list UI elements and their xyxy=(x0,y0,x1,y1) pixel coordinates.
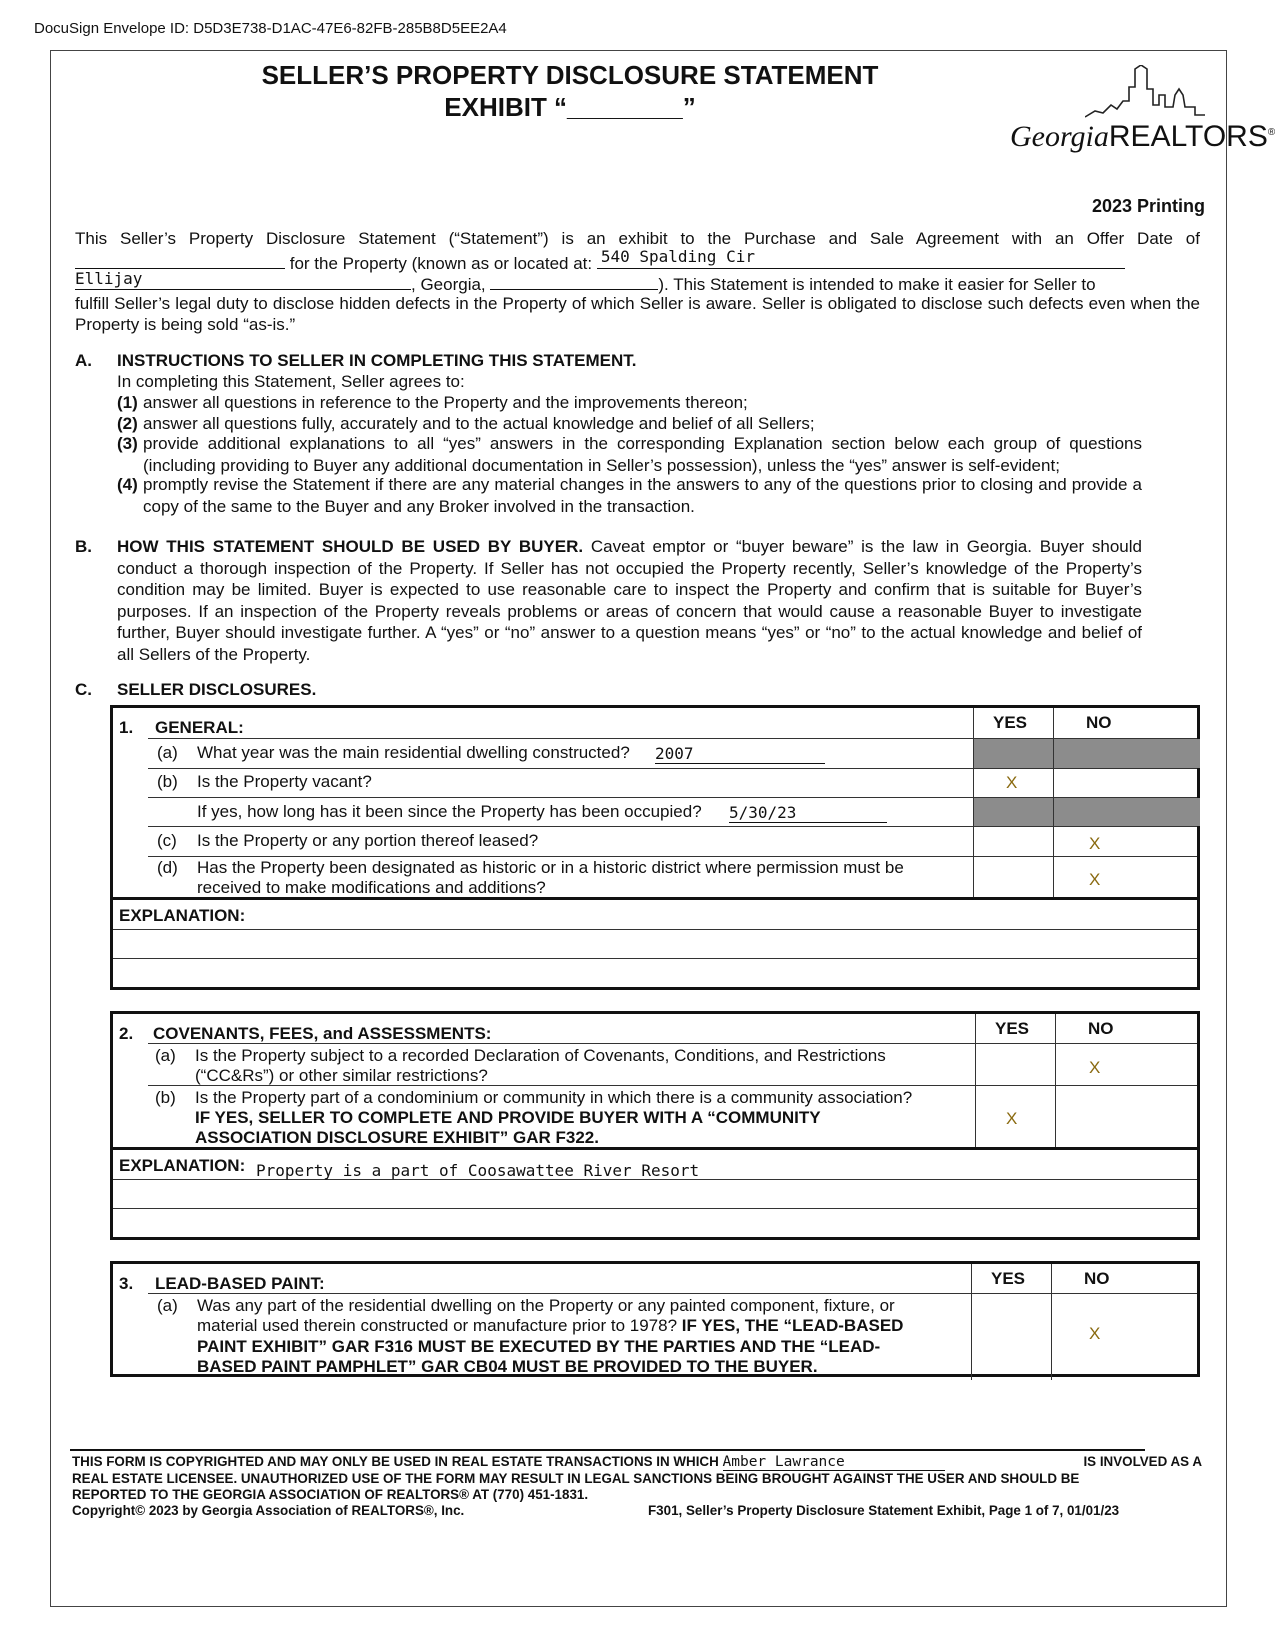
general-explanation-label: EXPLANATION: xyxy=(119,906,246,925)
instruction-2: (2) answer all questions fully, accurately and to the actual knowledge and belief of all Sellers; xyxy=(117,414,815,433)
instruction-1: (1) answer all questions in reference to the Property and the improvements thereon; xyxy=(117,393,748,412)
general-box: YES NO 1. GENERAL: (a) What year was the main residential dwelling constructed? 2007 (b) Is the Property vacant? X If yes, how long has it been since the Property has been occupied? 5/30/23 (c) Is the Property or any portion thereof leased? X (d) Has the Property been designated as historic or in a historic district where permission must be received to make modifications and additions? X EXPLANATION: xyxy=(110,705,1200,990)
occupied-date-field[interactable]: 5/30/23 xyxy=(729,802,887,823)
instruction-4: (4) promptly revise the Statement if there are any material changes in the answers to any of the questions prior to closing and provide a copy of the same to the Buyer and any Broker involved in the transaction. xyxy=(117,475,1142,516)
section-b-letter: B. xyxy=(75,537,92,556)
envelope-id: DocuSign Envelope ID: D5D3E738-D1AC-47E6-82FB-285B8D5EE2A4 xyxy=(34,20,507,37)
skyline-icon xyxy=(1085,65,1205,120)
georgia-realtors-logo: GeorgiaREALTORS® xyxy=(1010,65,1220,165)
vacant-yes-check[interactable]: X xyxy=(1006,773,1018,792)
covenants-box: YES NO 2. COVENANTS, FEES, and ASSESSMENTS: (a) Is the Property subject to a recorded Declaration of Covenants, Conditions, and Restrictions (“CC&Rs”) or other similar restrictions? X (b) Is the Property part of a condominium or community in which there is a community association? IF YES, SELLER TO COMPLETE AND PROVIDE BUYER WITH A “COMMUNITY ASSOCIATION DISCLOSURE EXHIBIT” GAR F322. X EXPLANATION: Property is a part of Coosawattee River Resort xyxy=(110,1011,1200,1240)
section-c-heading: SELLER DISCLOSURES. xyxy=(117,680,317,699)
year-built-field[interactable]: 2007 xyxy=(655,743,825,764)
leased-no-check[interactable]: X xyxy=(1089,834,1101,853)
general-heading: GENERAL: xyxy=(155,718,244,737)
lead-heading: LEAD-BASED PAINT: xyxy=(155,1274,325,1293)
lead-paint-box: YES NO 3. LEAD-BASED PAINT: (a) Was any part of the residential dwelling on the Property or any painted component, fixture, or material used therein constructed or manufacture prior to 1978? IF YES, THE “LEAD-BASED PAINT EXHIBIT” GAR F316 MUST BE EXECUTED BY THE PARTIES AND THE “LEAD- BASED PAINT PAMPHLET” GAR CB04 MUST BE PROVIDED TO THE BUYER. X xyxy=(110,1261,1200,1377)
section-a-letter: A. xyxy=(75,351,92,370)
property-address-field[interactable]: 540 Spalding Cir xyxy=(597,250,1125,269)
covenants-explanation-text[interactable]: Property is a part of Coosawattee River Resort xyxy=(256,1161,700,1180)
community-yes-check[interactable]: X xyxy=(1006,1109,1018,1128)
zip-field[interactable] xyxy=(490,271,658,290)
lead-paint-no-check[interactable]: X xyxy=(1089,1324,1101,1343)
historic-no-check[interactable]: X xyxy=(1089,870,1101,889)
city-field[interactable]: Ellijay xyxy=(75,271,411,290)
offer-date-field[interactable] xyxy=(75,250,285,269)
instruction-3: (3) provide additional explanations to all “yes” answers in the corresponding Explanation section below each group of questions (including providing to Buyer any additional documentation in Seller’s possession), unless the “yes” answer is self-evident; xyxy=(117,434,1142,475)
yes-header: YES xyxy=(993,713,1028,732)
section-c-letter: C. xyxy=(75,680,92,699)
intro-paragraph: This Seller’s Property Disclosure Statement (“Statement”) is an exhibit to the Purchase and Sale Agreement with an Offer Date of for the Property (known as or located at: 540 Spalding Cir Ellijay , Georgia, ). This Statement is intended to make it easier for Seller to fulfill Seller’s legal duty to disclose hidden defects in the Property of which Seller is aware. Seller is obligated to disclose such defects even when the Property is being sold “as-is.” xyxy=(75,229,1200,334)
covenants-heading: COVENANTS, FEES, and ASSESSMENTS: xyxy=(153,1024,492,1043)
document-title: SELLER’S PROPERTY DISCLOSURE STATEMENT xyxy=(261,60,879,90)
printing-year: 2023 Printing xyxy=(1091,196,1205,216)
section-a-heading: INSTRUCTIONS TO SELLER IN COMPLETING THIS STATEMENT. xyxy=(117,351,637,370)
footer-rule xyxy=(70,1449,1145,1451)
section-b-paragraph: HOW THIS STATEMENT SHOULD BE USED BY BUYER. Caveat emptor or “buyer beware” is the law in Georgia. Buyer should conduct a thorough inspection of the Property. If Seller has not occupied the Property recently, Seller’s knowledge of the Property’s condition may be limited. Buyer is expected to use reasonable care to inspect the Property and confirm that is suitable for Buyer’s purposes. If an inspection of the Property reveals problems or areas of concern that would cause a reasonable Buyer to investigate further, Buyer should investigate further. A “yes” or “no” answer to a question means “yes” or “no” to the actual knowledge and belief of all Sellers of the Property. xyxy=(117,537,1142,664)
footer: THIS FORM IS COPYRIGHTED AND MAY ONLY BE USED IN REAL ESTATE TRANSACTIONS IN WHICH Amber Lawrance IS INVOLVED AS A REAL ESTATE LICENSEE. UNAUTHORIZED USE OF THE FORM MAY RESULT IN LEGAL SANCTIONS BEING BROUGHT AGAINST THE USER AND SHOULD BE REPORTED TO THE GEORGIA ASSOCIATION OF REALTORS® AT (770) 451-1831. Copyright© 2023 by Georgia Association of REALTORS®, Inc. F301, Seller’s Property Disclosure Statement Exhibit, Page 1 of 7, 01/01/23 xyxy=(72,1454,1202,1518)
licensee-field[interactable]: Amber Lawrance xyxy=(723,1454,945,1471)
ccrs-no-check[interactable]: X xyxy=(1089,1058,1101,1077)
no-header: NO xyxy=(1086,713,1112,732)
exhibit-title: EXHIBIT “________” xyxy=(444,92,696,122)
section-a-lead: In completing this Statement, Seller agrees to: xyxy=(117,372,465,391)
